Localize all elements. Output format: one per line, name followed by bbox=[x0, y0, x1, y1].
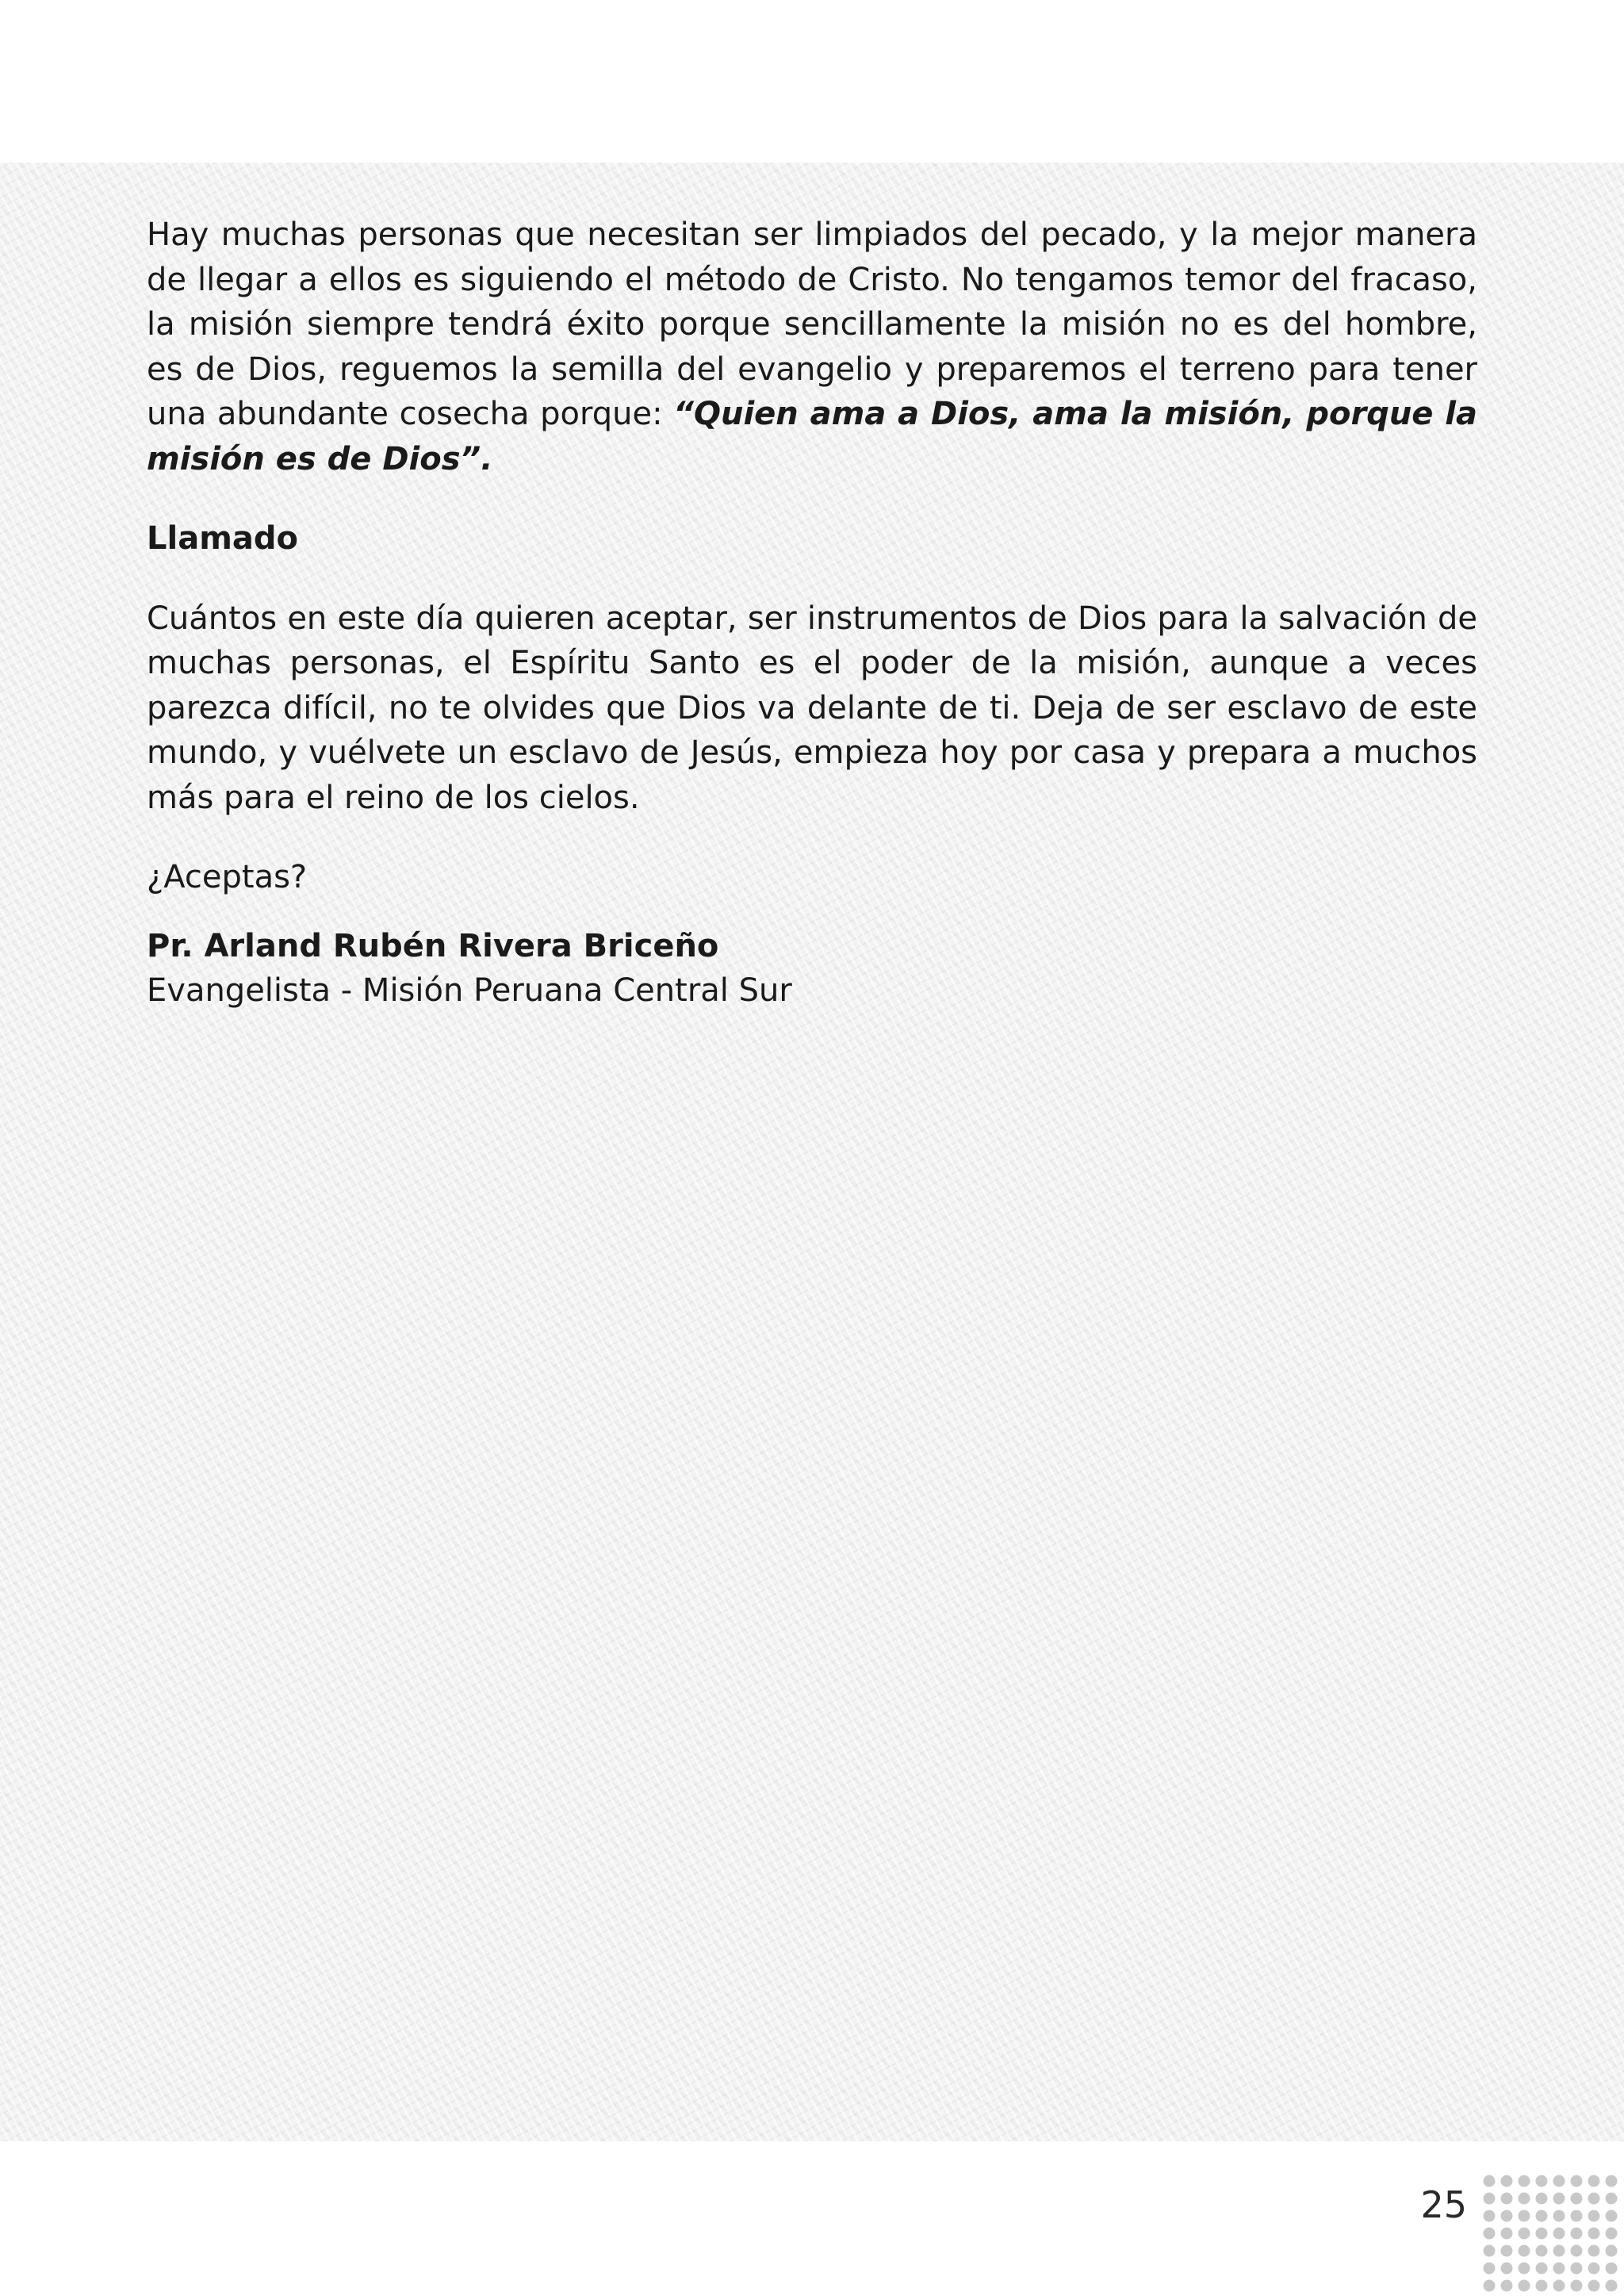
grid-dot bbox=[1553, 2228, 1565, 2240]
paragraph-mission-text: Hay muchas personas que necesitan ser limpiados del pecado, y la mejor manera de llegar a ellos es siguiendo el método de Cristo. No tengamos temor del fracaso, la misión siempre tendrá éxito porque sencillamente la misión no es del hombre, es de Dios, reguemos la semilla del evangelio y preparemos el terreno para tener una abundante cosecha porque: bbox=[147, 217, 1477, 432]
grid-dot bbox=[1588, 2280, 1600, 2292]
mission-quote: “Quien ama a Dios, ama la misión, porque la misión es de Dios”. bbox=[147, 396, 1478, 477]
grid-dot bbox=[1519, 2193, 1530, 2205]
author-name: Pr. Arland Rubén Rivera Briceño bbox=[147, 927, 719, 964]
grid-dot bbox=[1536, 2193, 1548, 2205]
grid-dot bbox=[1519, 2280, 1530, 2292]
grid-dot bbox=[1484, 2210, 1496, 2222]
grid-dot bbox=[1553, 2210, 1565, 2222]
grid-dot bbox=[1571, 2263, 1583, 2275]
grid-dot bbox=[1484, 2263, 1496, 2275]
grid-dot bbox=[1553, 2245, 1565, 2257]
grid-dot bbox=[1536, 2280, 1548, 2292]
grid-dot bbox=[1519, 2228, 1530, 2240]
grid-dot bbox=[1519, 2263, 1530, 2275]
grid-dot bbox=[1501, 2228, 1513, 2240]
grid-dot bbox=[1553, 2280, 1565, 2292]
grid-dot bbox=[1588, 2193, 1600, 2205]
grid-dot bbox=[1501, 2245, 1513, 2257]
grid-dot bbox=[1501, 2280, 1513, 2292]
grid-dot bbox=[1519, 2210, 1530, 2222]
grid-dot bbox=[1571, 2193, 1583, 2205]
grid-dot bbox=[1536, 2175, 1548, 2187]
author-role: Evangelista - Misión Peruana Central Sur bbox=[147, 972, 792, 1009]
grid-dot bbox=[1501, 2175, 1513, 2187]
grid-dot bbox=[1606, 2263, 1618, 2275]
grid-dot bbox=[1484, 2228, 1496, 2240]
question-text: ¿Aceptas? bbox=[147, 859, 308, 895]
grid-dot bbox=[1606, 2175, 1618, 2187]
grid-dot bbox=[1519, 2175, 1530, 2187]
grid-dot bbox=[1501, 2193, 1513, 2205]
grid-dot bbox=[1484, 2175, 1496, 2187]
paragraph-call: Cuántos en este día quieren aceptar, ser instrumentos de Dios para la salvación de muchas personas, el Espíritu Santo es el poder de la misión, aunque a veces parezca difícil, no te olvides que Dios va delante de ti. Deja de ser esclavo de este mundo, y vuélvete un esclavo de Jesús, empieza hoy por casa y prepara a muchos más para el reino de los cielos. bbox=[147, 600, 1477, 816]
section-heading: Llamado bbox=[147, 520, 298, 557]
grid-dot bbox=[1571, 2175, 1583, 2187]
grid-dot bbox=[1536, 2245, 1548, 2257]
grid-dot bbox=[1553, 2175, 1565, 2187]
grid-dot bbox=[1536, 2210, 1548, 2222]
grid-dot bbox=[1571, 2245, 1583, 2257]
grid-dot bbox=[1553, 2193, 1565, 2205]
grid-dot bbox=[1588, 2245, 1600, 2257]
grid-dot bbox=[1536, 2263, 1548, 2275]
grid-dot bbox=[1501, 2263, 1513, 2275]
grid-dot bbox=[1606, 2193, 1618, 2205]
grid-dot bbox=[1571, 2228, 1583, 2240]
grid-dot bbox=[1553, 2263, 1565, 2275]
grid-dot bbox=[1606, 2245, 1618, 2257]
paragraph-mission bbox=[147, 213, 1477, 481]
grid-dot bbox=[1519, 2245, 1530, 2257]
grid-dot bbox=[1501, 2210, 1513, 2222]
decorative-dot-grid bbox=[1481, 2171, 1624, 2296]
grid-dot bbox=[1606, 2210, 1618, 2222]
grid-dot bbox=[1588, 2228, 1600, 2240]
grid-dot bbox=[1588, 2175, 1600, 2187]
grid-dot bbox=[1536, 2228, 1548, 2240]
grid-dot bbox=[1484, 2193, 1496, 2205]
grid-dot bbox=[1484, 2280, 1496, 2292]
grid-dot bbox=[1606, 2228, 1618, 2240]
grid-dot bbox=[1588, 2210, 1600, 2222]
grid-dot bbox=[1588, 2263, 1600, 2275]
grid-dot bbox=[1571, 2210, 1583, 2222]
grid-dot bbox=[1571, 2280, 1583, 2292]
grid-dot bbox=[1606, 2280, 1618, 2292]
page-number: 25 bbox=[1420, 2183, 1467, 2226]
grid-dot bbox=[1484, 2245, 1496, 2257]
article-body bbox=[147, 213, 1477, 1014]
